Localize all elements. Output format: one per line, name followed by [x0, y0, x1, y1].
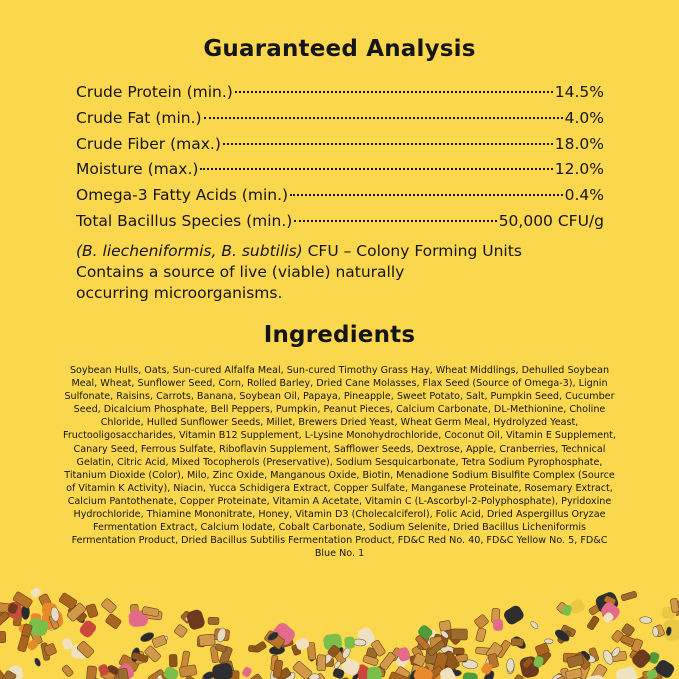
food-piece [509, 674, 524, 679]
food-piece [544, 639, 553, 644]
ingredients-list: Soybean Hulls, Oats, Sun-cured Alfalfa Meal, Sun-cured Timothy Grass Hay, Wheat Middlings, Dehulled Soybean Meal, Wheat, Sunflower Seed, Corn, Rolled Barley, Dried Cane Molasses, Flax Seed (Source of Omega-3), Lignin Sulfonate, Raisins, Carrots, Banana, Soybean Oil, Papaya, Pineapple, Sweet Potato, Salt, Pumpkin Seed, Cucumber Seed, Dicalcium Phosphate, Bell Peppers, Pumpkin, Peanut Pieces, Calcium Carbonate, DL-Methionine, Choline Chloride, Hulled Sunflower Seeds, Millet, Brewers Dried Yeast, Wheat Germ Meal, Hydrolyzed Yeast, Fructooligosaccharides, Vitamin B12 Supplement, L-Lysine Monohydrochloride, Coconut Oil, Vitamin E Supplement, Canary Seed, Ferrous Sulfate, Riboflavin Supplement, Safflower Seeds, Dextrose, Apple, Cranberries, Technical Gelatin, Citric Acid, Mixed Tocopherols (Preservative), Sodium Sesquicarbonate, Tetra Sodium Pyrophosphate, Titanium Dioxide (Color), Milo, Zinc Oxide, Manganous Oxide, Biotin, Menadione Sodium Bisulfite Complex (Source of Vitamin K Activity), Niacin, Yucca Schidigera Extract, Copper Sulfate, Manganese Proteinate, Rosemary Extract, Calcium Pantothenate, Copper Proteinate, Vitamin A Acetate, Vitamin C (L-Ascorbyl-2-Polyphosphate), Pyridoxine Hydrochloride, Thiamine Mononitrate, Honey, Vitamin D3 (Cholecalciferol), Folic Acid, Dried Aspergillus Oryzae Fermentation Extract, Calcium Iodate, Cobalt Carbonate, Sodium Selenite, Dried Bacillus Licheniformis Fermentation Product, Dried Bacillus Subtilis Fermentation Product, FD&C Red No. 40, FD&C Yellow No. 5, FD&C Blue No. 1 [63, 365, 616, 560]
food-mix-illustration [0, 560, 679, 679]
analysis-value: 18.0% [554, 134, 604, 153]
dot-leader [290, 194, 563, 196]
food-piece [453, 648, 464, 654]
dot-leader [204, 117, 563, 119]
food-piece [502, 604, 526, 627]
food-piece [105, 613, 122, 629]
cfu-note-line [76, 241, 616, 262]
food-piece [17, 635, 29, 652]
food-piece [61, 664, 74, 677]
food-piece [0, 631, 6, 643]
analysis-label: Moisture (max.) [76, 160, 199, 179]
analysis-value: 50,000 CFU/g [498, 211, 604, 230]
food-piece [169, 654, 177, 667]
food-piece [652, 626, 658, 636]
dot-leader [200, 168, 552, 170]
analysis-label: Crude Protein (min.) [76, 83, 233, 101]
food-piece [241, 666, 253, 678]
analysis-row [76, 157, 604, 183]
food-piece [162, 665, 180, 679]
food-piece [292, 661, 313, 679]
food-piece [86, 603, 99, 618]
food-piece [493, 619, 504, 631]
analysis-value: 0.4% [564, 186, 604, 205]
food-piece [511, 638, 524, 646]
analysis-row [76, 183, 604, 209]
analysis-value: 14.5% [554, 83, 604, 101]
food-piece [462, 672, 478, 679]
dot-leader [294, 220, 496, 222]
food-piece [152, 635, 168, 648]
food-piece [507, 659, 515, 673]
food-piece [474, 614, 489, 629]
analysis-label: Total Bacillus Species (min.) [76, 211, 293, 230]
cfu-note-line: occurring microorganisms. [76, 284, 283, 302]
food-piece [34, 657, 42, 667]
analysis-label: Crude Fiber (max.) [76, 134, 221, 153]
food-piece [475, 628, 486, 643]
analysis-title: Guaranteed Analysis [203, 36, 476, 62]
analysis-label: Crude Fat (min.) [76, 108, 202, 127]
analysis-table [76, 80, 604, 235]
cfu-note [76, 241, 616, 304]
dot-leader [223, 143, 553, 145]
food-piece [199, 634, 216, 646]
food-piece [614, 665, 638, 679]
food-piece [208, 617, 219, 624]
ingredients-title: Ingredients [263, 322, 416, 348]
bacillus-species: (B. liecheniformis, B. subtilis) [76, 242, 303, 260]
dot-leader [235, 91, 553, 93]
food-piece [174, 624, 188, 638]
food-piece [101, 598, 117, 614]
food-piece [86, 666, 96, 679]
food-piece [639, 616, 652, 624]
analysis-value: 4.0% [564, 108, 604, 127]
food-piece [367, 667, 382, 679]
analysis-value: 12.0% [554, 160, 604, 179]
food-piece [439, 620, 452, 632]
food-piece [451, 629, 467, 640]
analysis-row [76, 209, 604, 235]
cfu-note-line: Contains a source of live (viable) naturally [76, 263, 405, 281]
analysis-row [76, 106, 604, 132]
food-piece [344, 636, 355, 649]
food-piece [621, 591, 638, 601]
food-piece [587, 615, 600, 630]
analysis-row [76, 132, 604, 158]
food-piece [185, 608, 206, 631]
cfu-definition: CFU – Colony Forming Units [302, 242, 522, 260]
analysis-row [76, 80, 604, 106]
analysis-label: Omega-3 Fatty Acids (min.) [76, 186, 289, 205]
food-piece [529, 620, 539, 630]
food-piece [317, 655, 326, 671]
